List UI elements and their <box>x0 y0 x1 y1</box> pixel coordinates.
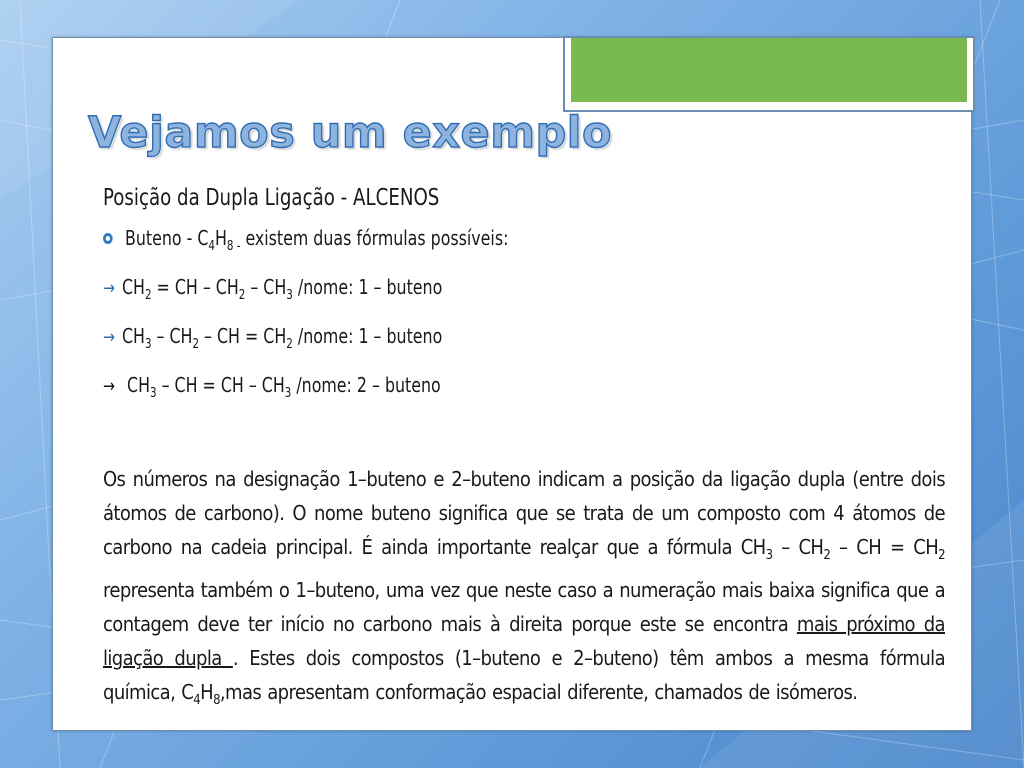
slide-content <box>103 182 945 718</box>
arrow-right-icon: → <box>103 376 115 397</box>
formula-row-2: → $CH_3 - CH_2$ – CH = $CH_2$ /nome: 1 – buteno <box>103 324 443 352</box>
green-fill <box>571 38 967 102</box>
formula-row-1: → $CH_2$ = CH – $CH_2 - CH_3$ /nome: 1 – buteno <box>103 275 443 303</box>
formula-row-3: → $CH_3$ – CH = CH – $CH_3$ /nome: 2 – buteno <box>103 373 441 401</box>
explanation-paragraph: Os números na designação 1–buteno e 2–buteno indicam a posição da ligação dupla (entre dois átomos de carbono). O nome buteno significa que se trata de um composto com 4 átomos de carbono na cadeia principal. É ainda importante realçar que a fórmula $CH_3 - CH_2$ – CH = $CH_2$ representa também o 1–buteno, uma vez que neste caso a numeração mais baixa significa que a contagem deve ter início no carbono mais à direita porque este se encontra mais próximo da ligação dupla . Estes dois compostos (1–buteno e 2–buteno) têm ambos a mesma fórmula química, $C_4H_8,mas$ apresentam conformação espacial diferente, chamados de isómeros. <box>103 467 945 708</box>
subtitle: Posição da Dupla Ligação - ALCENOS <box>103 185 440 211</box>
underlined-phrase: mais próximo da ligação dupla <box>103 612 945 670</box>
decorative-green-block <box>563 36 975 112</box>
slide-title: Vejamos um exemplo <box>88 108 613 158</box>
bullet-row: Buteno - $C_4H_{8 -}$ existem duas fórmulas possíveis: <box>103 218 844 267</box>
bullet-circle-icon <box>103 233 113 244</box>
arrow-right-icon: → <box>103 278 115 299</box>
arrow-right-icon: → <box>103 327 115 348</box>
